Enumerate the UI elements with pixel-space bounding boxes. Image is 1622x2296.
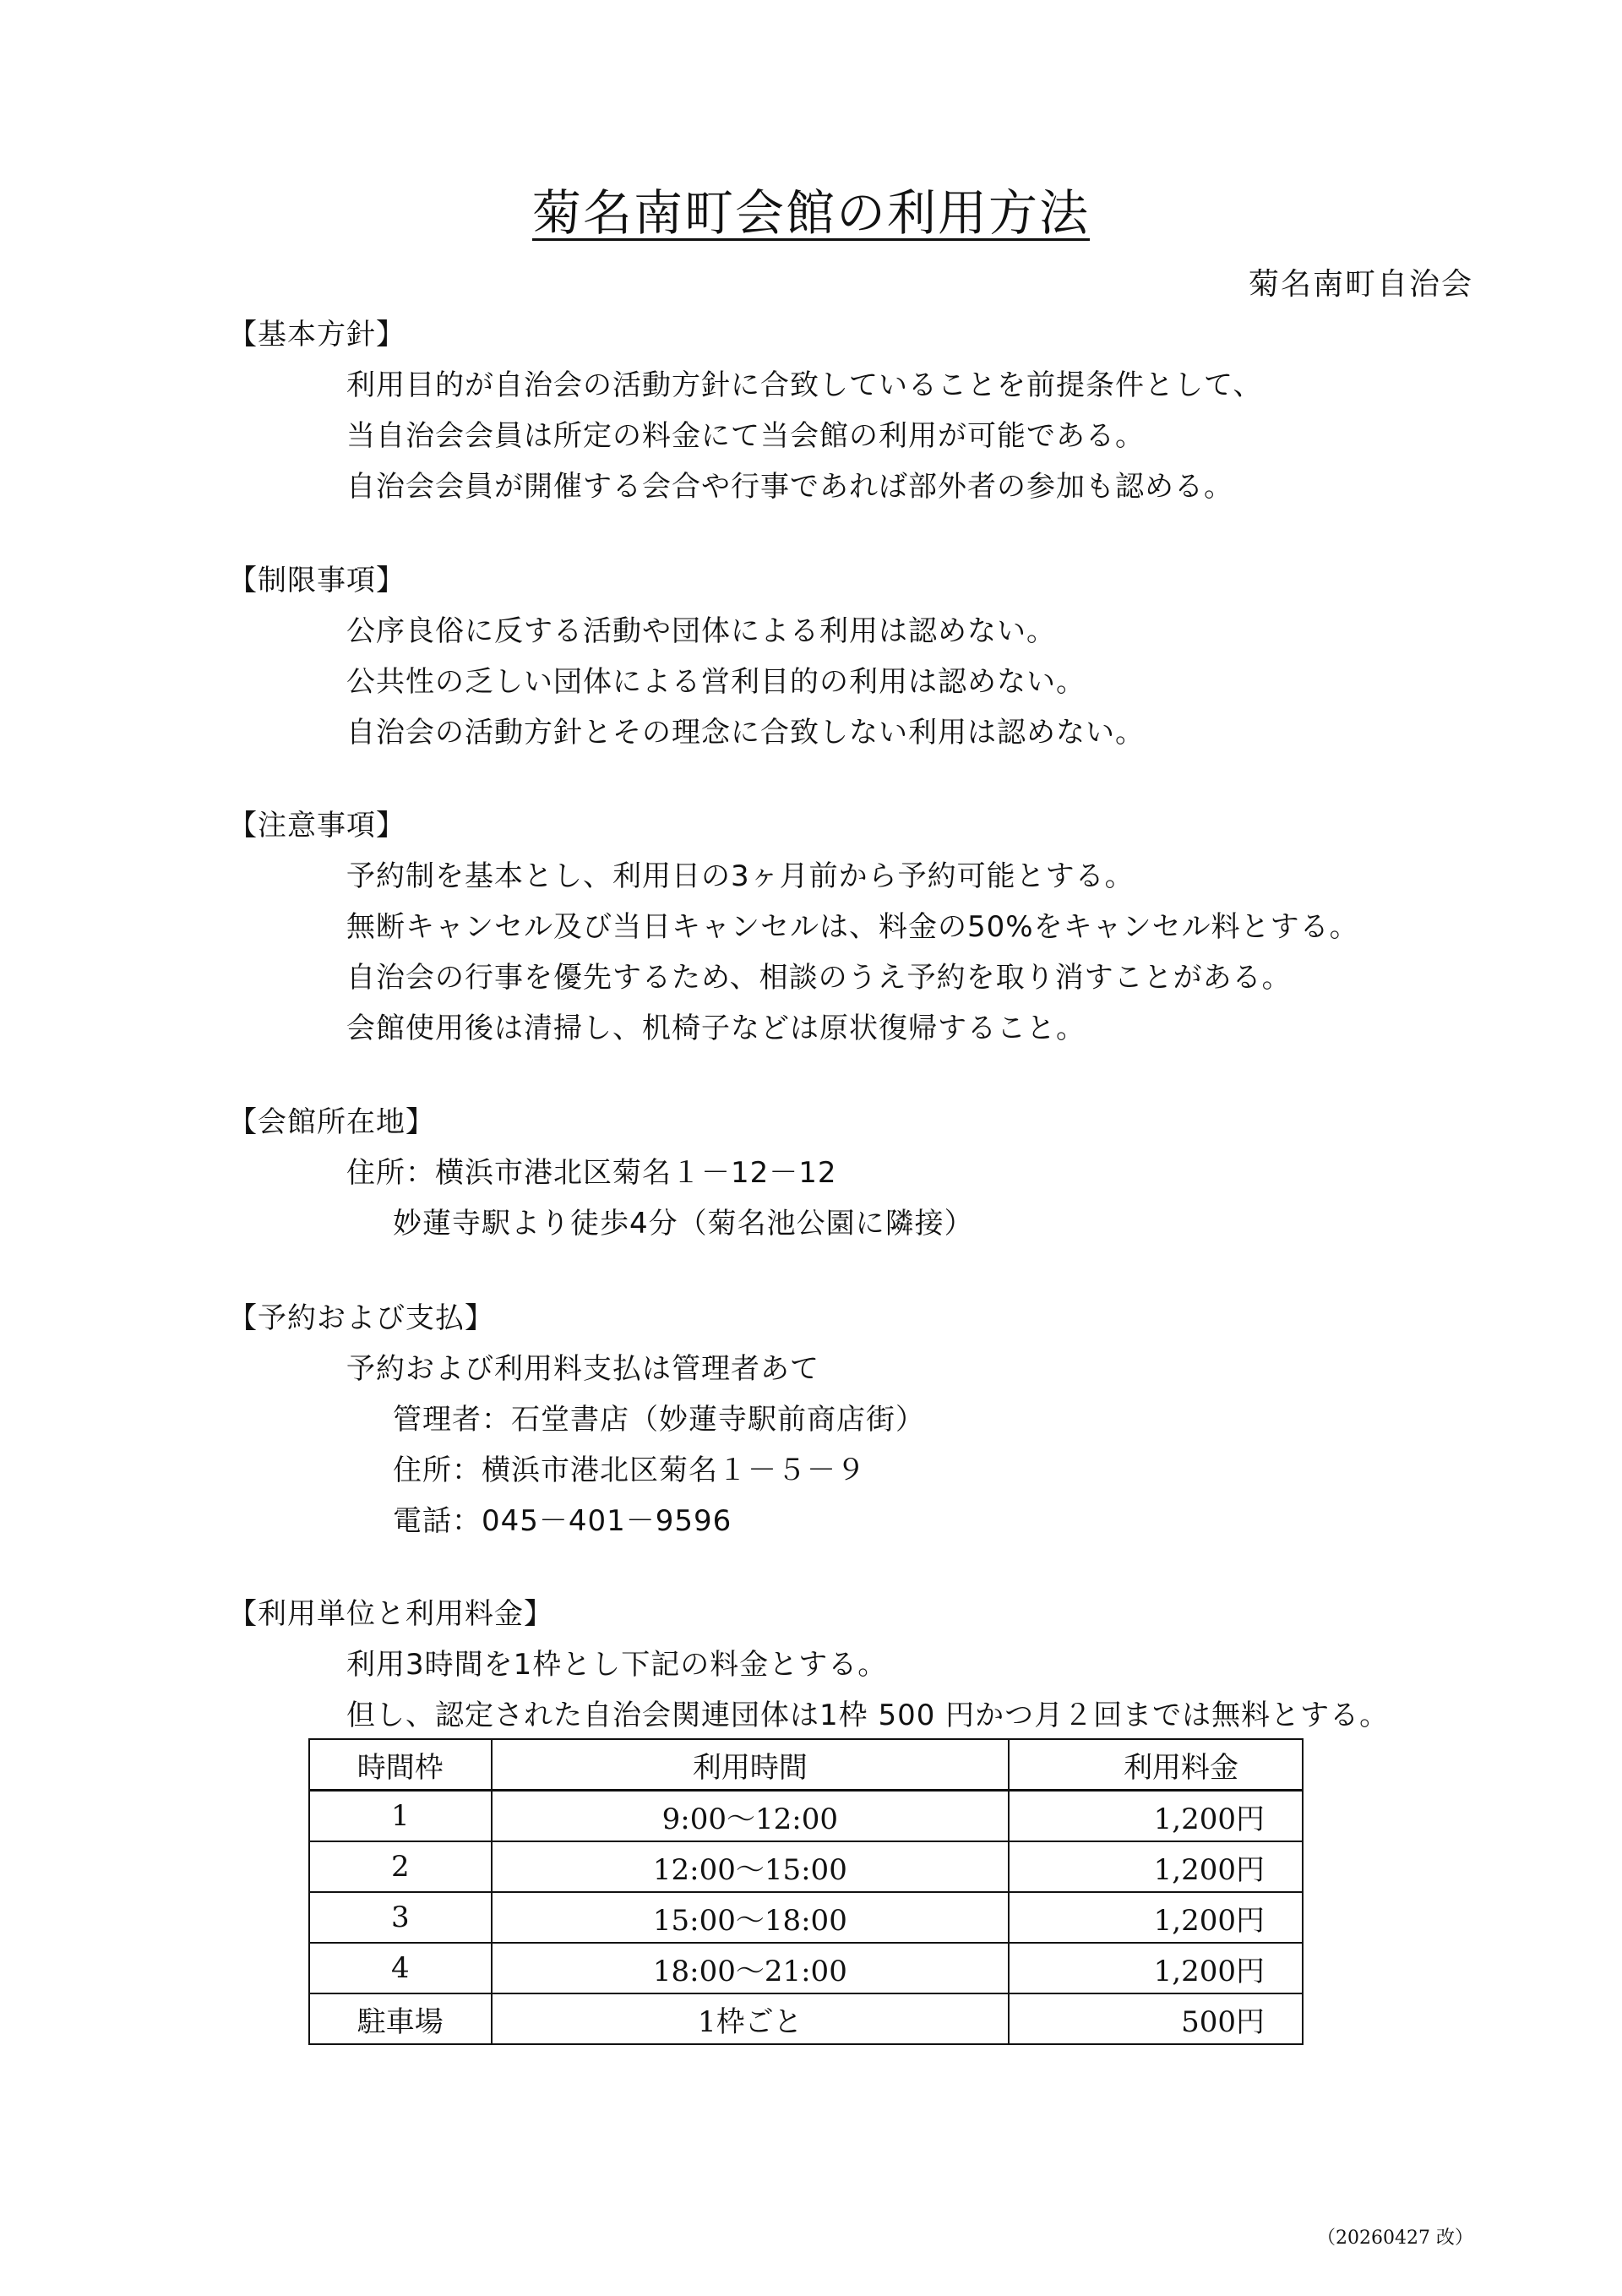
section-location bbox=[228, 1097, 1495, 1249]
note-line: 自治会の行事を優先するため、相談のうえ予約を取り消すことがある。 bbox=[346, 961, 1292, 995]
section-basic-policy bbox=[228, 309, 1495, 512]
column-header: 利用料金 bbox=[1009, 1739, 1303, 1791]
time-slot-cell: 4 bbox=[309, 1943, 492, 1993]
policy-line: 当自治会会員は所定の料金にて当会館の利用が可能である。 bbox=[346, 419, 1145, 453]
section-heading: 【基本方針】 bbox=[228, 318, 406, 352]
location-access: 妙蓮寺駅より徒歩4分（菊名池公園に隣接） bbox=[393, 1207, 974, 1241]
time-slot-cell: 2 bbox=[309, 1841, 492, 1892]
usage-time-cell: 15:00～18:00 bbox=[492, 1892, 1010, 1943]
reservation-address: 住所：横浜市港北区菊名１－５－９ bbox=[393, 1453, 866, 1487]
fee-cell: 1,200円 bbox=[1009, 1943, 1303, 1993]
fee-cell: 1,200円 bbox=[1009, 1791, 1303, 1842]
reservation-phone: 電話：045－401－9596 bbox=[393, 1504, 732, 1538]
restriction-line: 公序良俗に反する活動や団体による利用は認めない。 bbox=[346, 614, 1056, 648]
section-notes bbox=[228, 800, 1495, 1054]
section-reservation bbox=[228, 1293, 1495, 1546]
fee-cell: 1,200円 bbox=[1009, 1892, 1303, 1943]
section-restrictions bbox=[228, 555, 1495, 758]
usage-time-cell: 1枠ごと bbox=[492, 1993, 1010, 2044]
time-slot-cell: 1 bbox=[309, 1791, 492, 1842]
policy-line: 自治会会員が開催する会合や行事であれば部外者の参加も認める。 bbox=[346, 470, 1233, 504]
fee-line: 利用3時間を1枠とし下記の料金とする。 bbox=[346, 1648, 888, 1682]
fee-line: 但し、認定された自治会関連団体は1枠 500 円かつ月２回までは無料とする。 bbox=[346, 1699, 1390, 1732]
reservation-intro: 予約および利用料支払は管理者あて bbox=[346, 1352, 819, 1386]
table-header-row bbox=[309, 1739, 1303, 1791]
column-header: 利用時間 bbox=[492, 1739, 1010, 1791]
column-header: 時間枠 bbox=[309, 1739, 492, 1791]
fee-cell: 500円 bbox=[1009, 1993, 1303, 2044]
note-line: 予約制を基本とし、利用日の3ヶ月前から予約可能とする。 bbox=[346, 859, 1135, 893]
fee-cell: 1,200円 bbox=[1009, 1841, 1303, 1892]
table-row bbox=[309, 1943, 1303, 1993]
table-row bbox=[309, 1892, 1303, 1943]
section-fees bbox=[228, 1589, 1495, 1741]
restriction-line: 公共性の乏しい団体による営利目的の利用は認めない。 bbox=[346, 665, 1086, 699]
organization-name: 菊名南町自治会 bbox=[1248, 267, 1473, 302]
revision-note: （20260427 改） bbox=[1317, 2228, 1473, 2249]
table-row bbox=[309, 1993, 1303, 2044]
time-slot-cell: 駐車場 bbox=[309, 1993, 492, 2044]
time-slot-cell: 3 bbox=[309, 1892, 492, 1943]
usage-time-cell: 18:00～21:00 bbox=[492, 1943, 1010, 1993]
section-heading: 【注意事項】 bbox=[228, 809, 406, 843]
section-heading: 【会館所在地】 bbox=[228, 1105, 435, 1139]
section-heading: 【制限事項】 bbox=[228, 564, 406, 597]
table-row bbox=[309, 1791, 1303, 1842]
usage-time-cell: 12:00～15:00 bbox=[492, 1841, 1010, 1892]
note-line: 会館使用後は清掃し、机椅子などは原状復帰すること。 bbox=[346, 1012, 1086, 1045]
location-address: 住所：横浜市港北区菊名１－12－12 bbox=[346, 1156, 837, 1190]
page-title bbox=[0, 179, 1622, 247]
restriction-line: 自治会の活動方針とその理念に合致しない利用は認めない。 bbox=[346, 716, 1145, 750]
page-title-text: 菊名南町会館の利用方法 bbox=[531, 184, 1090, 242]
table-row bbox=[309, 1841, 1303, 1892]
reservation-manager: 管理者：石堂書店（妙蓮寺駅前商店街） bbox=[393, 1403, 925, 1437]
usage-time-cell: 9:00～12:00 bbox=[492, 1791, 1010, 1842]
policy-line: 利用目的が自治会の活動方針に合致していることを前提条件として、 bbox=[346, 368, 1263, 402]
note-line: 無断キャンセル及び当日キャンセルは、料金の50%をキャンセル料とする。 bbox=[346, 910, 1359, 944]
section-heading: 【予約および支払】 bbox=[228, 1301, 494, 1335]
section-heading: 【利用単位と利用料金】 bbox=[228, 1597, 553, 1631]
fee-table bbox=[308, 1738, 1304, 2045]
